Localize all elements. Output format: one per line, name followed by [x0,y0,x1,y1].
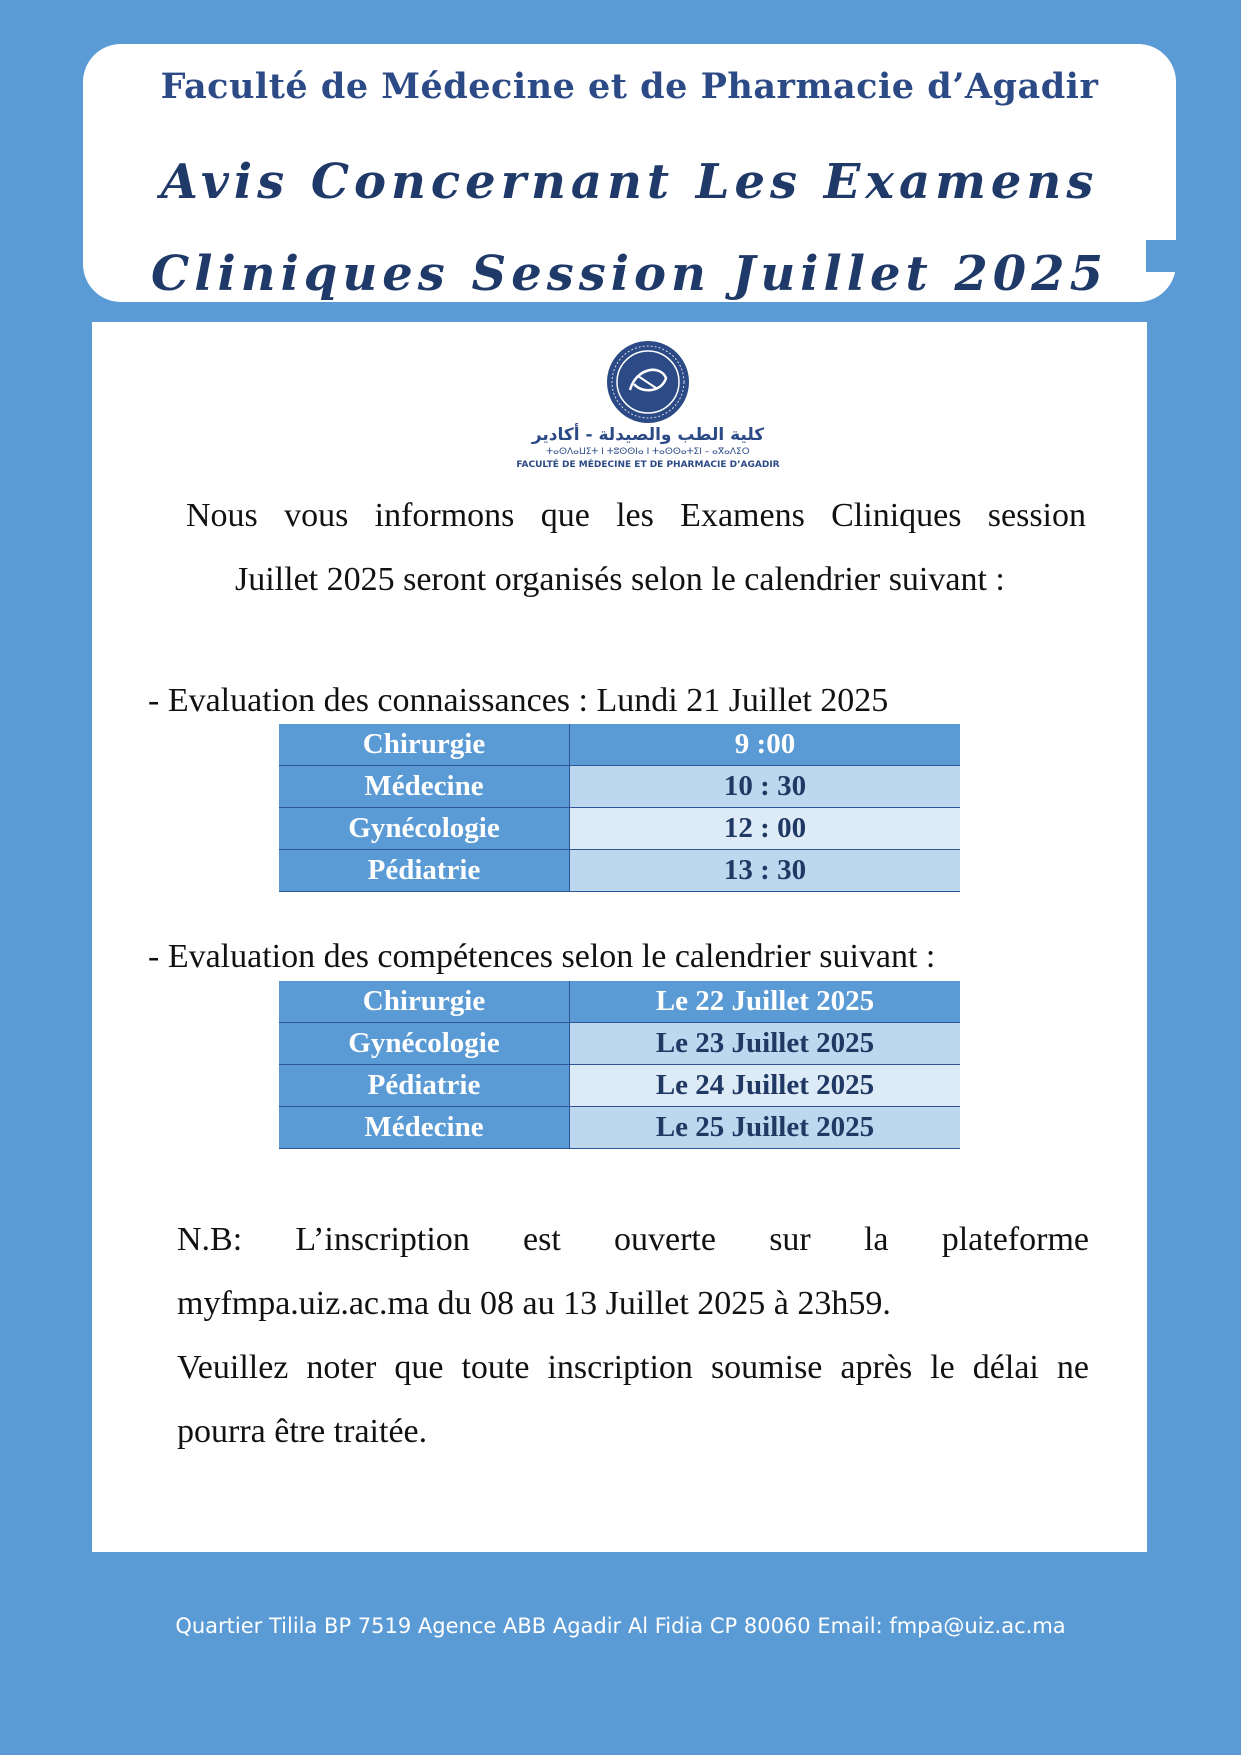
subject-cell: Médecine [279,1107,570,1149]
subject-cell: Gynécologie [279,1023,570,1065]
faculty-logo [478,340,818,470]
time-cell: 13 : 30 [570,850,961,892]
table-row [279,1023,960,1065]
notice-title-line2: Cliniques Session Juillet 2025 [151,246,1108,302]
subject-cell: Chirurgie [279,981,570,1023]
knowledge-table [279,724,960,892]
time-cell: 9 :00 [570,724,961,766]
table-row [279,766,960,808]
note-line-3: Veuillez noter que toute inscription soumise après le délai ne [177,1349,1089,1386]
time-cell: 10 : 30 [570,766,961,808]
header-notch [1146,240,1176,272]
skills-heading: - Evaluation des compétences selon le calendrier suivant : [148,938,936,975]
logo-arabic-text: كلية الطب والصيدلة - أكادير [531,425,765,445]
date-cell: Le 23 Juillet 2025 [570,1023,961,1065]
logo-french-text: FACULTÉ DE MÉDECINE ET DE PHARMACIE D’AGADIR [516,460,780,470]
table-row [279,724,960,766]
table-row [279,1107,960,1149]
table-row [279,850,960,892]
date-cell: Le 22 Juillet 2025 [570,981,961,1023]
table-row [279,981,960,1023]
knowledge-heading: - Evaluation des connaissances : Lundi 21 Juillet 2025 [148,682,889,719]
notice-title [83,136,1176,320]
registration-note [177,1208,1089,1464]
subject-cell: Pédiatrie [279,850,570,892]
footer-address: Quartier Tilila BP 7519 Agence ABB Agadir Al Fidia CP 80060 Email: fmpa@uiz.ac.ma [175,1614,1066,1638]
note-line-2: myfmpa.uiz.ac.ma du 08 au 13 Juillet 2025 à 23h59. [177,1285,891,1322]
subject-cell: Gynécologie [279,808,570,850]
intro-line-2: Juillet 2025 seront organisés selon le calendrier suivant : [235,561,1005,598]
date-cell: Le 24 Juillet 2025 [570,1065,961,1107]
content-panel [92,322,1147,1552]
intro-line-1: Nous vous informons que les Examens Cliniques session [186,497,1086,534]
notice-title-line1: Avis Concernant Les Examens [160,154,1099,210]
faculty-title: Faculté de Médecine et de Pharmacie d’Agadir [160,66,1099,107]
subject-cell: Pédiatrie [279,1065,570,1107]
subject-cell: Médecine [279,766,570,808]
logo-tifinagh-text: ⵜⴰⵙⴷⴰⵡⵉⵜ ⵏ ⵜⵓⵙⵙⵏⴰ ⵏ ⵜⴰⵙⵙⴰⵜⵉⵏ – ⴰⴳⴰⴷⵉⵔ [546,447,750,457]
table-row [279,1065,960,1107]
note-line-1: N.B: L’inscription est ouverte sur la plateforme [177,1221,1089,1258]
header-card [83,44,1176,302]
date-cell: Le 25 Juillet 2025 [570,1107,961,1149]
table-row [279,808,960,850]
note-line-4: pourra être traitée. [177,1413,428,1450]
skills-table [279,981,960,1149]
time-cell: 12 : 00 [570,808,961,850]
university-seal-icon [607,341,689,423]
subject-cell: Chirurgie [279,724,570,766]
